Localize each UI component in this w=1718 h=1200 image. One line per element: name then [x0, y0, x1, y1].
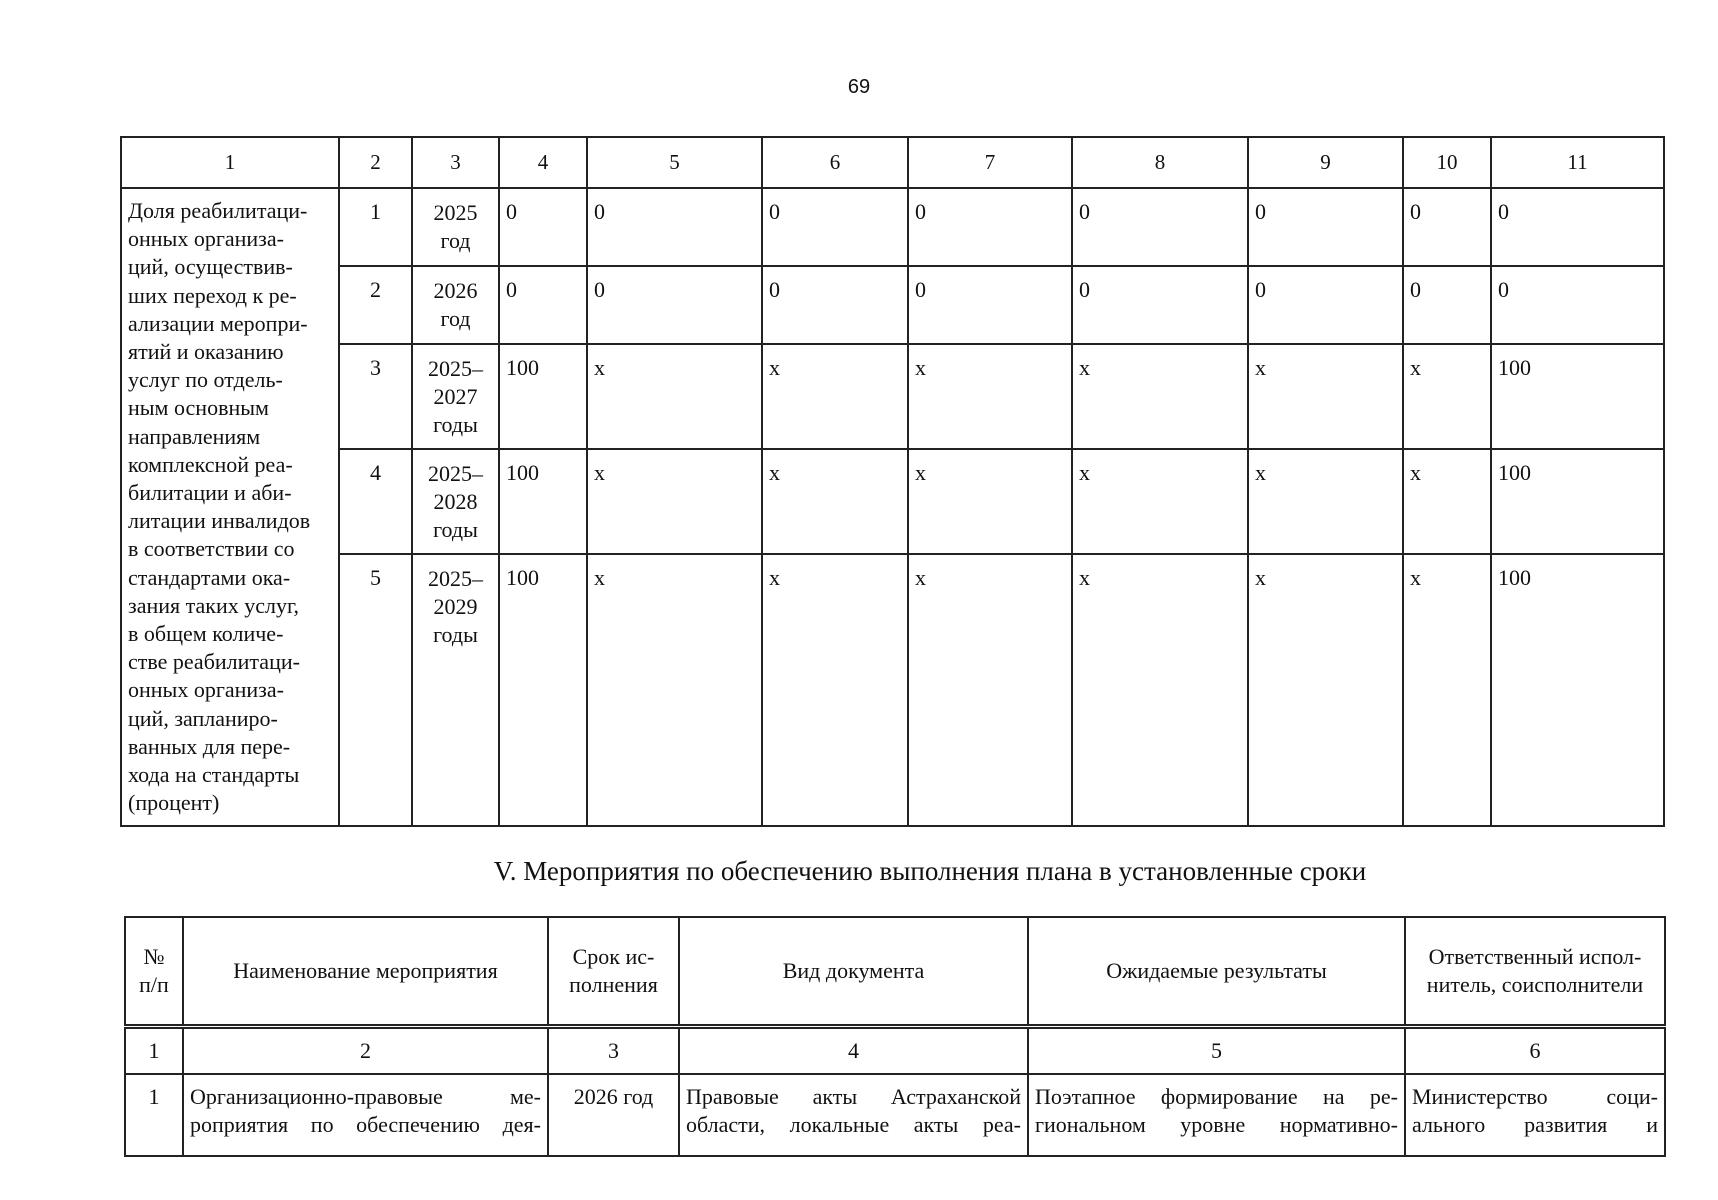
row-number: 1 [125, 1074, 183, 1156]
text-line: Министерство соци- [1412, 1084, 1658, 1109]
value-cell: x [1248, 344, 1403, 449]
period-cell [412, 344, 499, 449]
value-cell: 0 [908, 188, 1072, 266]
period-line: 2025 [433, 200, 478, 225]
indicator-line: ным основным [128, 395, 269, 421]
header-row [125, 917, 1665, 1027]
period-line: годы [433, 412, 478, 437]
column-number: 1 [125, 1027, 183, 1075]
text-line: Организационно-правовые ме- [190, 1084, 541, 1109]
period-cell [412, 554, 499, 826]
column-header: № п/п [125, 917, 183, 1027]
value-cell: x [762, 344, 908, 449]
indicator-line: онных организа- [128, 677, 284, 703]
value-cell: x [1248, 449, 1403, 554]
column-number: 1 [121, 137, 339, 188]
value-cell: x [1248, 554, 1403, 826]
table-row [121, 266, 1664, 344]
indicator-line: в общем количе- [128, 621, 284, 647]
value-cell: x [1072, 449, 1248, 554]
period-line: 2029 [433, 594, 478, 619]
value-cell: 0 [587, 266, 762, 344]
period-line: год [440, 228, 471, 253]
value-cell: x [587, 344, 762, 449]
text-line: области, локальные акты реа- [686, 1112, 1021, 1137]
table-row [121, 554, 1664, 826]
indicator-line: билитации и аби- [128, 480, 292, 506]
value-cell: 0 [1248, 188, 1403, 266]
text-line: Поэтапное формирование на ре- [1035, 1084, 1398, 1109]
value-cell: 100 [1491, 449, 1664, 554]
column-number: 3 [548, 1027, 679, 1075]
document-type-cell [679, 1074, 1028, 1156]
value-cell: 100 [499, 554, 587, 826]
indicator-line: ций, осуществив- [128, 254, 293, 280]
indicator-name-cell [121, 188, 339, 826]
page-number: 69 [847, 76, 871, 98]
column-number: 3 [412, 137, 499, 188]
measures-table [124, 916, 1666, 1157]
column-number-row [125, 1027, 1665, 1075]
value-cell: 100 [499, 344, 587, 449]
indicator-line: услуг по отдель- [128, 367, 283, 393]
value-cell: 0 [499, 188, 587, 266]
text-line: Правовые акты Астраханской [686, 1084, 1021, 1109]
indicator-line: ализации меропри- [128, 310, 308, 336]
value-cell: 0 [499, 266, 587, 344]
indicator-line: ванных для пере- [128, 733, 291, 759]
value-cell: 100 [499, 449, 587, 554]
value-cell: 0 [587, 188, 762, 266]
period-line: 2028 [433, 489, 478, 514]
row-number: 1 [339, 188, 412, 266]
column-header: Наименование мероприятия [183, 917, 548, 1027]
period-line: годы [433, 622, 478, 647]
column-number: 8 [1072, 137, 1248, 188]
column-number-row [121, 137, 1664, 188]
period-line: 2025– [428, 461, 483, 486]
column-header: Ответственный испол- нитель, соисполнители [1405, 917, 1665, 1027]
period-line: 2025– [428, 566, 483, 591]
column-number: 5 [1028, 1027, 1405, 1075]
period-line: 2025– [428, 356, 483, 381]
column-number: 2 [183, 1027, 548, 1075]
expected-results-cell [1028, 1074, 1405, 1156]
column-number: 6 [1405, 1027, 1665, 1075]
value-cell: x [762, 449, 908, 554]
column-number: 4 [499, 137, 587, 188]
period-cell [412, 449, 499, 554]
indicator-line: стве реабилитаци- [128, 649, 300, 675]
indicator-line: направлениям [128, 423, 261, 449]
value-cell: x [762, 554, 908, 826]
row-number: 3 [339, 344, 412, 449]
column-number: 7 [908, 137, 1072, 188]
indicator-line: ших переход к ре- [128, 282, 297, 308]
indicator-line: онных организа- [128, 226, 284, 252]
period-line: год [440, 306, 471, 331]
column-number: 4 [679, 1027, 1028, 1075]
value-cell: 0 [1248, 266, 1403, 344]
row-number: 4 [339, 449, 412, 554]
indicator-line: ятий и оказанию [128, 339, 284, 365]
column-number: 6 [762, 137, 908, 188]
value-cell: 0 [1403, 266, 1491, 344]
value-cell: 0 [1491, 266, 1664, 344]
value-cell: x [1403, 449, 1491, 554]
value-cell: x [1403, 344, 1491, 449]
term-cell: 2026 год [548, 1074, 679, 1156]
column-number: 10 [1403, 137, 1491, 188]
column-number: 11 [1491, 137, 1664, 188]
value-cell: 0 [762, 266, 908, 344]
table-row [121, 188, 1664, 266]
period-cell [412, 188, 499, 266]
value-cell: x [908, 554, 1072, 826]
indicator-line: зания таких услуг, [128, 592, 300, 618]
text-line: роприятия по обеспечению дея- [190, 1112, 541, 1137]
row-number: 2 [339, 266, 412, 344]
column-header: Вид документа [679, 917, 1028, 1027]
value-cell: x [1072, 554, 1248, 826]
value-cell: 0 [908, 266, 1072, 344]
table-row [121, 449, 1664, 554]
column-header: Ожидаемые результаты [1028, 917, 1405, 1027]
value-cell: 0 [1072, 188, 1248, 266]
value-cell: 0 [762, 188, 908, 266]
value-cell: x [908, 344, 1072, 449]
indicator-line: в соответствии со [128, 536, 295, 562]
indicator-line: стандартами ока- [128, 564, 291, 590]
value-cell: x [1072, 344, 1248, 449]
indicator-line: ций, запланиро- [128, 705, 278, 731]
indicator-line: хода на стандарты [128, 762, 300, 788]
value-cell: 0 [1072, 266, 1248, 344]
text-line: гиональном уровне нормативно- [1035, 1112, 1398, 1137]
measure-name-cell [183, 1074, 548, 1156]
table-row [125, 1074, 1665, 1156]
period-line: 2027 [433, 384, 478, 409]
indicator-line: Доля реабилитаци- [128, 198, 308, 223]
column-number: 2 [339, 137, 412, 188]
value-cell: 100 [1491, 344, 1664, 449]
section-title: V. Мероприятия по обеспечению выполнения плана в установленные сроки [493, 856, 1367, 886]
value-cell: x [587, 449, 762, 554]
period-line: годы [433, 517, 478, 542]
indicator-line: литации инвалидов [128, 508, 311, 534]
period-cell [412, 266, 499, 344]
column-header: Срок ис- полнения [548, 917, 679, 1027]
table-row [121, 344, 1664, 449]
value-cell: x [1403, 554, 1491, 826]
indicator-line: комплексной реа- [128, 451, 293, 477]
indicator-line: (процент) [128, 790, 220, 816]
text-line: ального развития и [1412, 1112, 1658, 1137]
value-cell: 0 [1403, 188, 1491, 266]
indicator-table [120, 136, 1665, 827]
value-cell: 100 [1491, 554, 1664, 826]
period-line: 2026 [433, 278, 478, 303]
value-cell: x [587, 554, 762, 826]
value-cell: 0 [1491, 188, 1664, 266]
column-number: 9 [1248, 137, 1403, 188]
row-number: 5 [339, 554, 412, 826]
value-cell: x [908, 449, 1072, 554]
executor-cell [1405, 1074, 1665, 1156]
column-number: 5 [587, 137, 762, 188]
